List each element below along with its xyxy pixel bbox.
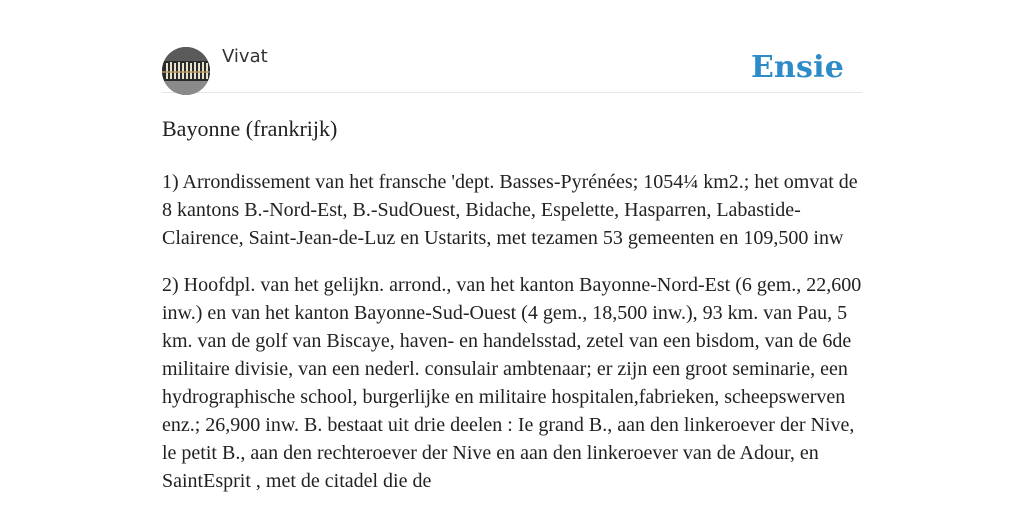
source-name-link[interactable]: Vivat — [222, 46, 268, 67]
article-title: Bayonne (frankrijk) — [162, 116, 338, 141]
book-spines-avatar-icon[interactable] — [162, 47, 210, 95]
ensie-logo-link[interactable]: Ensie — [750, 50, 844, 85]
paragraph-2: 2) Hoofdpl. van het gelijkn. arrond., van het kanton Bayonne-Nord-Est (6 gem., 22,600 inw.) en van het kanton Bayonne-Sud-Ouest (4 gem., 18,500 inw.), 93 km. van Pau, 5 km. van de golf van Biscaye, haven- en handelsstad, zetel van een bisdom, van de 6de militaire divisie, van een nederl. consulair ambtenaar; er zijn een groot seminarie, een hydrographische school, burgerlijke en militaire hospitalen,fabrieken, scheepswerven enz.; 26,900 inw. B. bestaat uit drie deelen : Ie grand B., aan den linkeroever der Nive, le petit B., aan den rechteroever der Nive en aan den linkeroever van de Adour, en SaintEsprit , met de citadel die de — [162, 274, 862, 492]
paragraph-1: 1) Arrondissement van het fransche 'dept. Basses-Pyrénées; 1054¼ km2.; het omvat de 8 kantons B.-Nord-Est, B.-SudOuest, Bidache, Espelette, Hasparren, Labastide-Clairence, Saint-Jean-de-Luz en Ustarits, met tezamen 53 gemeenten en 109,500 inw — [162, 171, 858, 249]
page-container — [162, 0, 862, 492]
article-body — [162, 168, 862, 514]
header — [162, 0, 862, 93]
